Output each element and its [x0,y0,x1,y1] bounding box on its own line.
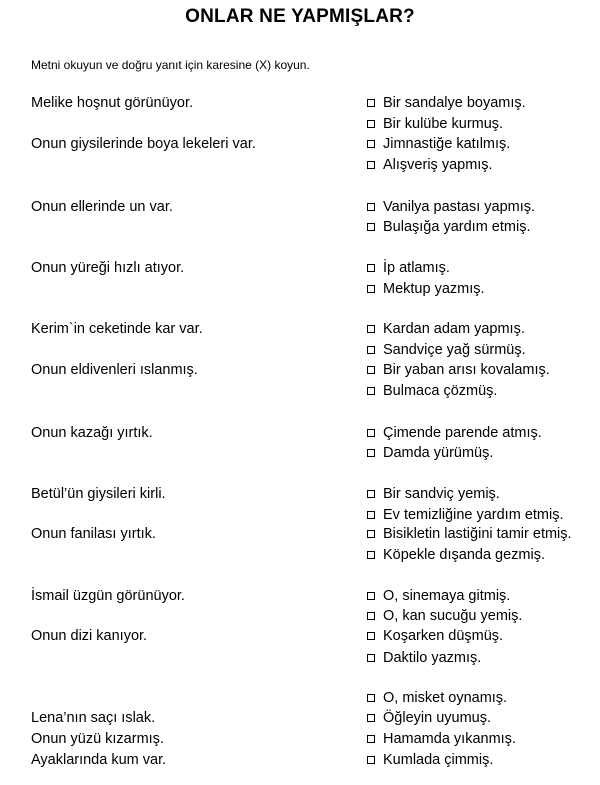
option-item[interactable] [367,445,493,461]
statement: Kerim`in ceketinde kar var. [31,321,203,337]
option-label: O, misket oynamış. [383,690,508,706]
checkbox[interactable] [367,632,375,640]
statement: Onun yüzü kızarmış. [31,731,164,747]
checkbox[interactable] [367,264,375,272]
option-label: Jimnastiğe katılmış. [383,136,511,152]
option-label: O, kan sucuğu yemiş. [383,608,523,624]
option-label: Bulaşığa yardım etmiş. [383,219,531,235]
option-item[interactable] [367,507,564,523]
option-label: Daktilo yazmış. [383,650,482,666]
option-label: Çimende parende atmış. [383,425,542,441]
statement: Ayaklarında kum var. [31,752,167,768]
checkbox[interactable] [367,223,375,231]
checkbox[interactable] [367,325,375,333]
option-label: O, sinemaya gitmiş. [383,588,511,604]
statement: Betül’ün giysileri kirli. [31,486,166,502]
statement: İsmail üzgün görünüyor. [31,588,185,604]
checkbox[interactable] [367,490,375,498]
statement: Onun fanilası yırtık. [31,526,156,542]
checkbox[interactable] [367,530,375,538]
option-item[interactable] [367,260,450,276]
page-title: ONLAR NE YAPMIŞLAR? [185,6,415,27]
option-label: Bir kulübe kurmuş. [383,116,504,132]
option-label: Öğleyin uyumuş. [383,710,491,726]
checkbox[interactable] [367,140,375,148]
checkbox[interactable] [367,511,375,519]
option-label: Hamamda yıkanmış. [383,731,516,747]
option-item[interactable] [367,116,503,132]
instruction-text: Metni okuyun ve doğru yanıt için karesine (X) koyun. [31,58,310,72]
option-label: Mektup yazmış. [383,281,485,297]
option-label: Bir yaban arısı kovalamış. [383,362,550,378]
checkbox[interactable] [367,735,375,743]
checkbox[interactable] [367,551,375,559]
option-label: Vanilya pastası yapmış. [383,199,536,215]
option-item[interactable] [367,710,491,726]
checkbox[interactable] [367,714,375,722]
option-item[interactable] [367,219,530,235]
option-item[interactable] [367,425,542,441]
statement: Onun kazağı yırtık. [31,425,153,441]
option-item[interactable] [367,547,545,563]
checkbox[interactable] [367,161,375,169]
statement: Onun ellerinde un var. [31,199,173,215]
statement: Melike hoşnut görünüyor. [31,95,194,111]
statement: Lena’nın saçı ıslak. [31,710,156,726]
option-label: Kardan adam yapmış. [383,321,525,337]
option-item[interactable] [367,136,510,152]
statement: Onun yüreği hızlı atıyor. [31,260,185,276]
checkbox[interactable] [367,449,375,457]
checkbox[interactable] [367,346,375,354]
checkbox[interactable] [367,654,375,662]
option-item[interactable] [367,752,493,768]
statement: Onun eldivenleri ıslanmış. [31,362,198,378]
option-label: Damda yürümüş. [383,445,494,461]
option-item[interactable] [367,486,500,502]
checkbox[interactable] [367,612,375,620]
option-label: Bir sandalye boyamış. [383,95,526,111]
checkbox[interactable] [367,285,375,293]
option-label: Kumlada çimmiş. [383,752,494,768]
option-item[interactable] [367,362,550,378]
option-item[interactable] [367,199,535,215]
option-item[interactable] [367,342,526,358]
statement: Onun dizi kanıyor. [31,628,148,644]
checkbox[interactable] [367,203,375,211]
checkbox[interactable] [367,99,375,107]
option-item[interactable] [367,628,503,644]
option-label: İp atlamış. [383,260,450,276]
checkbox[interactable] [367,366,375,374]
checkbox[interactable] [367,694,375,702]
option-item[interactable] [367,383,497,399]
option-item[interactable] [367,650,481,666]
option-item[interactable] [367,321,525,337]
checkbox[interactable] [367,120,375,128]
option-label: Ev temizliğine yardım etmiş. [383,507,564,523]
option-item[interactable] [367,281,485,297]
option-item[interactable] [367,526,572,542]
option-item[interactable] [367,95,526,111]
option-item[interactable] [367,157,493,173]
option-item[interactable] [367,588,510,604]
checkbox[interactable] [367,592,375,600]
option-label: Sandviçe yağ sürmüş. [383,342,526,358]
option-item[interactable] [367,608,522,624]
checkbox[interactable] [367,387,375,395]
checkbox[interactable] [367,756,375,764]
option-label: Bisikletin lastiğini tamir etmiş. [383,526,572,542]
option-label: Alışveriş yapmış. [383,157,493,173]
option-item[interactable] [367,731,516,747]
option-label: Bir sandviç yemiş. [383,486,500,502]
option-label: Köpekle dışanda gezmiş. [383,547,546,563]
statement: Onun giysilerinde boya lekeleri var. [31,136,256,152]
checkbox[interactable] [367,429,375,437]
option-label: Bulmaca çözmüş. [383,383,498,399]
option-item[interactable] [367,690,507,706]
option-label: Koşarken düşmüş. [383,628,504,644]
